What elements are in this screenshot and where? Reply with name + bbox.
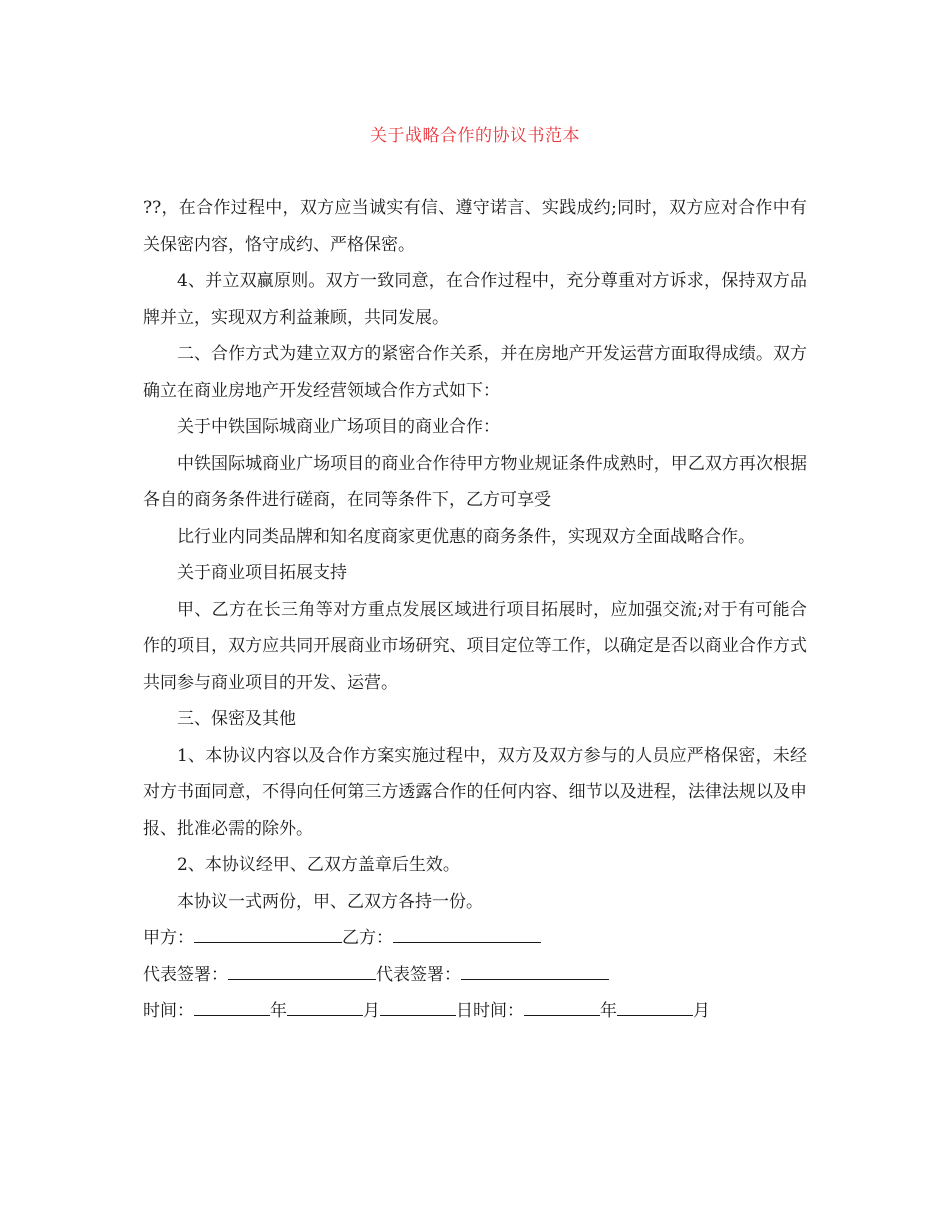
time-a-year-label: 年 — [270, 1001, 287, 1021]
document-title: 关于战略合作的协议书范本 — [370, 126, 580, 146]
paragraph-12: 本协议一式两份，甲、乙双方各持一份。 — [177, 891, 483, 912]
paragraph-5: 中铁国际城商业广场项目的商业合作待甲方物业规证条件成熟时，甲乙双方再次根据各自的商务条件进行磋商，在同等条件下，乙方可享受 — [143, 453, 807, 510]
document-body — [143, 190, 807, 1030]
rep-sign-b-blank — [461, 963, 609, 980]
signature-rep-line — [143, 957, 807, 994]
time-b-month-label: 月 — [693, 1001, 710, 1021]
time-a-year-blank — [194, 999, 270, 1016]
paragraph-4: 关于中铁国际城商业广场项目的商业合作： — [177, 417, 500, 437]
paragraph-8: 甲、乙方在长三角等对方重点发展区域进行项目拓展时，应加强交流;对于有可能合作的项目，双方应共同开展商业市场研究、项目定位等工作，以确定是否以商业合作方式共同参与商业项目的开发、运营。 — [143, 599, 807, 693]
paragraph-10: 1、本协议内容以及合作方案实施过程中，双方及双方参与的人员应严格保密，未经对方书面同意，不得向任何第三方透露合作的任何内容、细节以及进程，法律法规以及申报、批准必需的除外。 — [143, 745, 807, 839]
time-a-month-label: 月 — [363, 1001, 380, 1021]
time-a-label: 时间： — [143, 1001, 194, 1021]
time-a-month-blank — [287, 999, 363, 1016]
rep-sign-b-label: 代表签署： — [376, 964, 461, 985]
party-b-blank — [393, 926, 541, 943]
rep-sign-a-blank — [228, 963, 376, 980]
rep-sign-a-label: 代表签署： — [143, 964, 228, 985]
paragraph-7: 关于商业项目拓展支持 — [177, 563, 347, 583]
signature-time-line — [143, 993, 807, 1030]
signature-party-line — [143, 920, 807, 957]
paragraph-9: 三、保密及其他 — [177, 709, 296, 729]
party-b-label: 乙方： — [342, 928, 393, 948]
paragraph-3: 二、合作方式为建立双方的紧密合作关系，并在房地产开发运营方面取得成绩。双方确立在商业房地产开发经营领域合作方式如下： — [143, 344, 807, 401]
party-a-blank — [194, 926, 342, 943]
time-b-label: 时间： — [473, 1001, 524, 1021]
time-b-month-blank — [617, 999, 693, 1016]
time-b-year-label: 年 — [600, 1001, 617, 1021]
party-a-label: 甲方： — [143, 928, 194, 948]
paragraph-2: 4、并立双赢原则。双方一致同意，在合作过程中，充分尊重对方诉求，保持双方品牌并立，实现双方利益兼顾，共同发展。 — [143, 271, 807, 328]
time-a-day-label: 日 — [456, 1001, 473, 1021]
paragraph-6: 比行业内同类品牌和知名度商家更优惠的商务条件，实现双方全面战略合作。 — [177, 526, 755, 547]
paragraph-1: ??，在合作过程中，双方应当诚实有信、遵守诺言、实践成约;同时，双方应对合作中有关保密内容，恪守成约、严格保密。 — [143, 198, 807, 255]
time-a-day-blank — [380, 999, 456, 1016]
paragraph-11: 2、本协议经甲、乙双方盖章后生效。 — [177, 855, 460, 875]
time-b-year-blank — [524, 999, 600, 1016]
